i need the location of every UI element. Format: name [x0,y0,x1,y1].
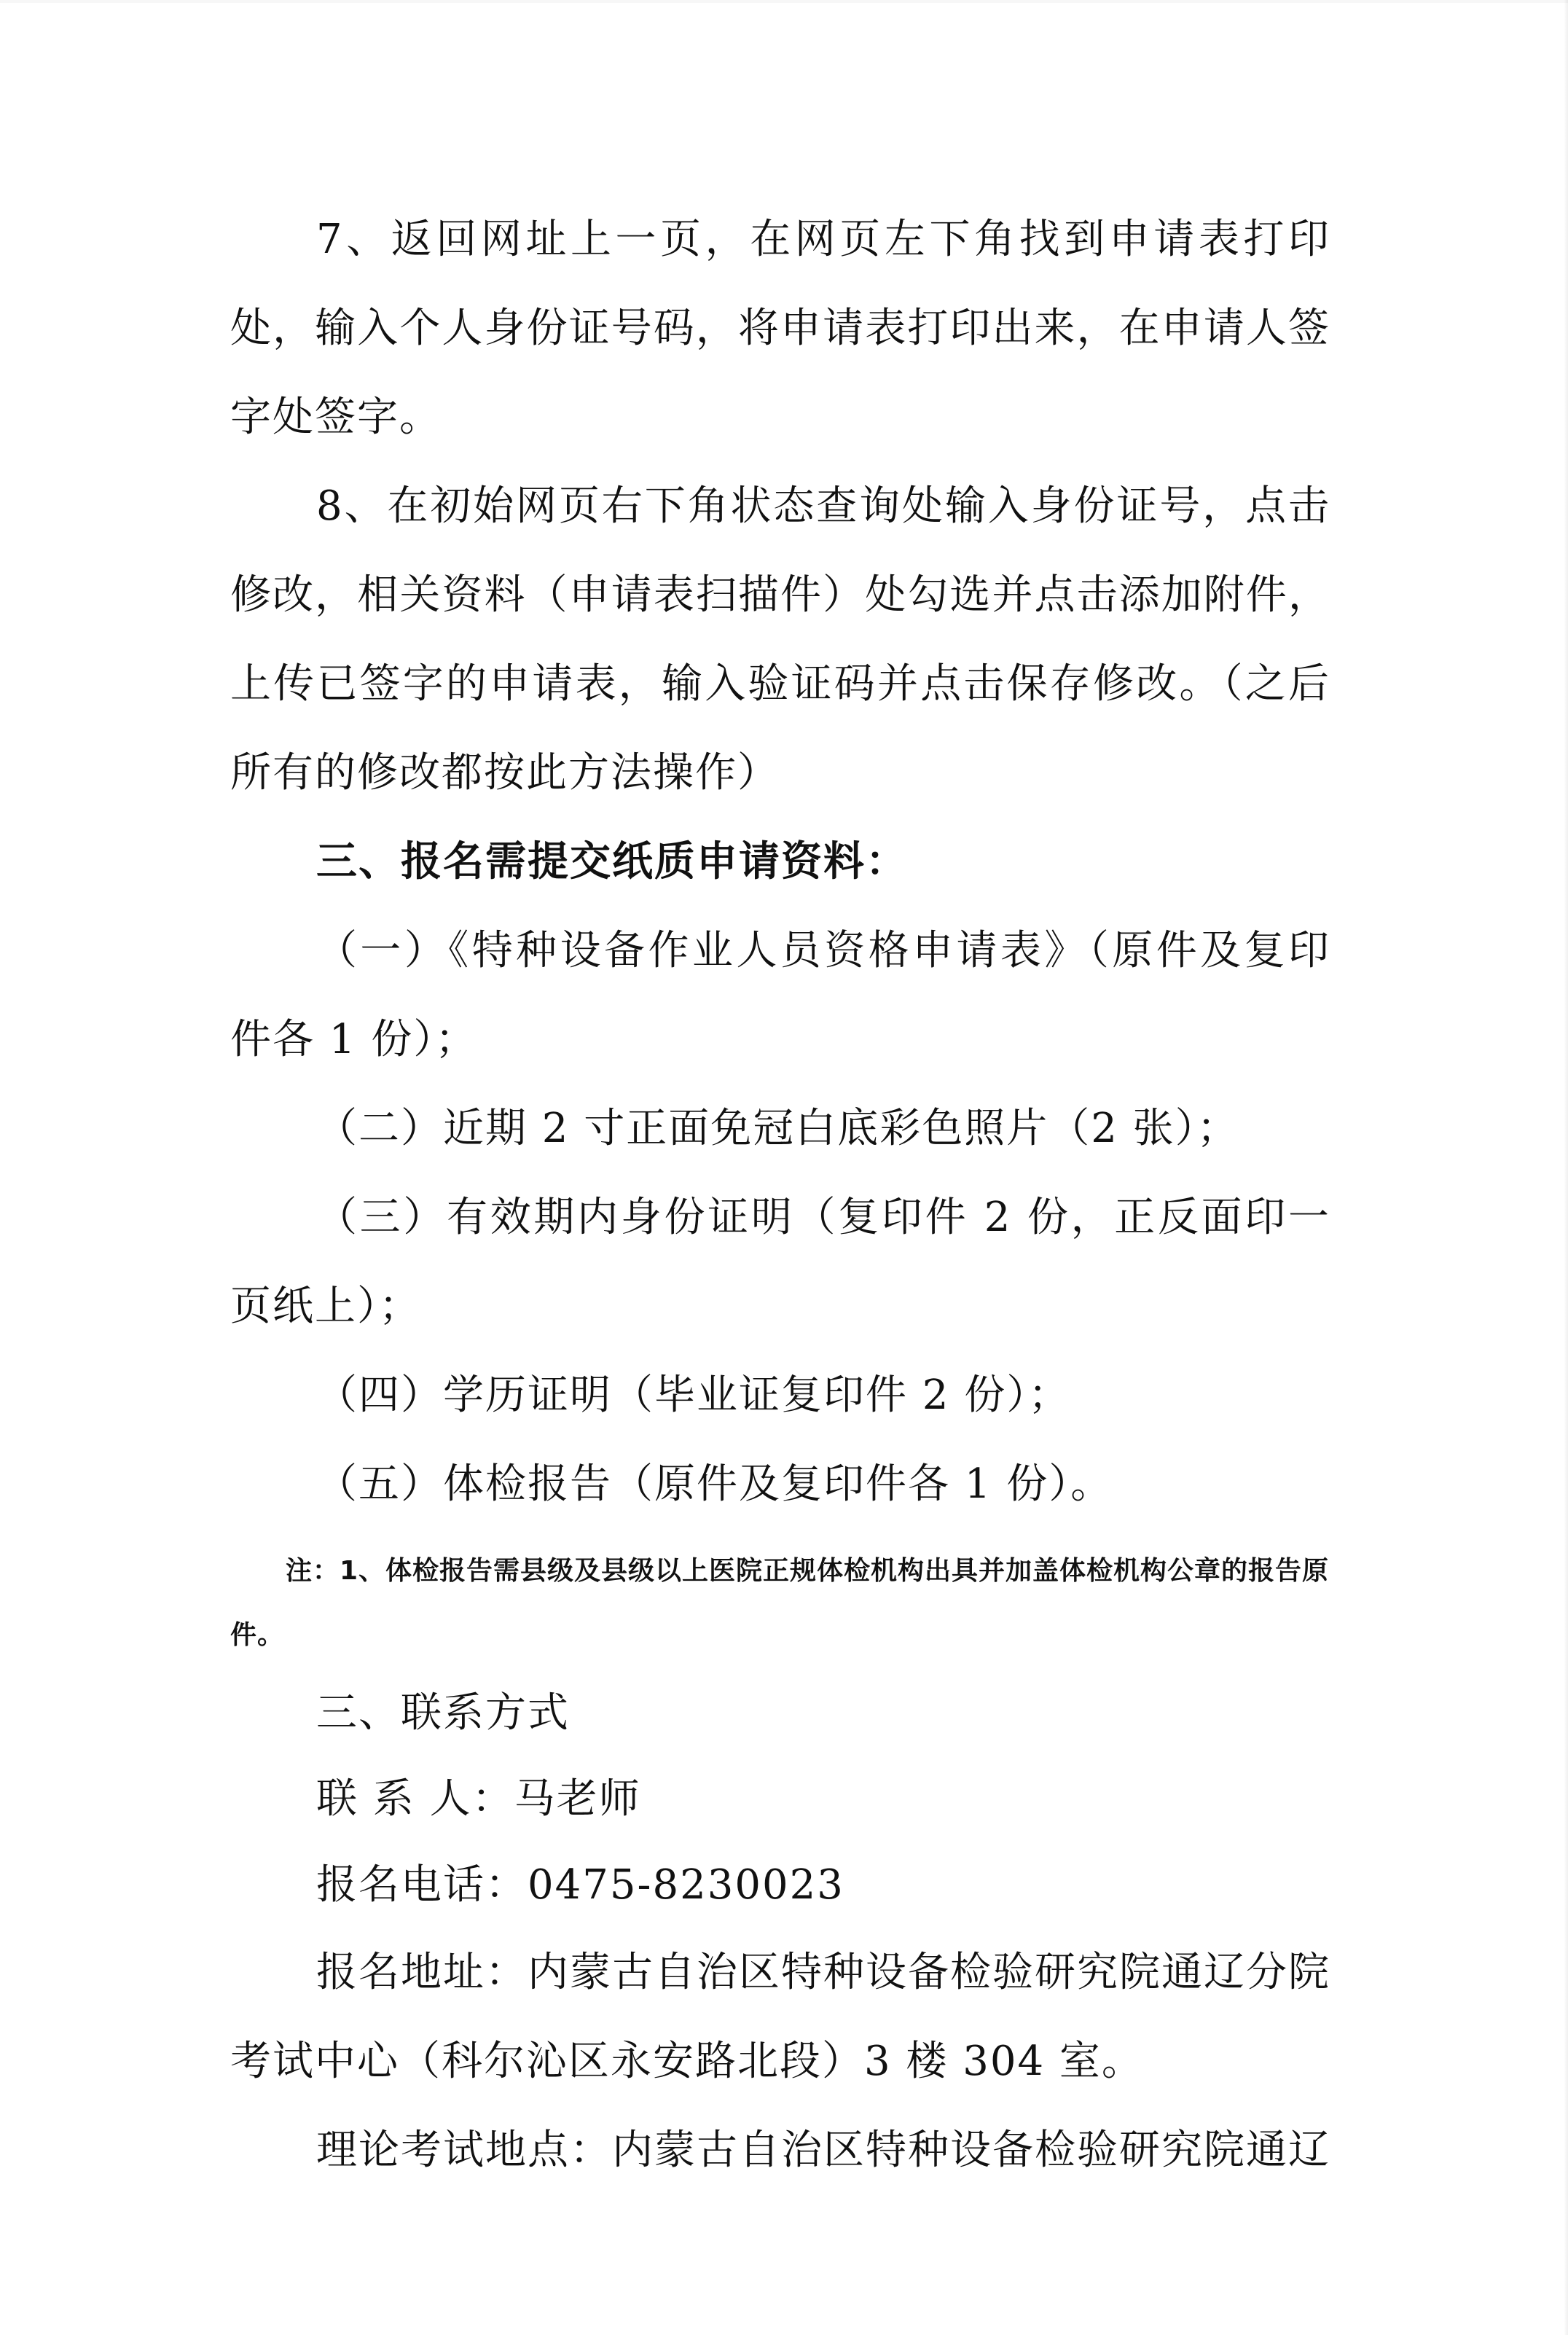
document-body [230,195,1330,2195]
contact-phone-value: 0475-8230023 [528,1861,844,1909]
material-item-2: （二）近期 2 寸正面免冠白底彩色照片（2 张）； [316,1105,1239,1152]
step-7-paragraph: 7、返回网址上一页，在网页左下角找到申请表打印处，输入个人身份证号码，将申请表打印出来，在申请人签字处签字。 [230,216,1330,441]
contact-address-label: 报名地址： [316,1949,528,1996]
contact-phone-line [230,1842,1330,1928]
contact-address-value: 内蒙古自治区特种设备检验研究院通辽分院考试中心（科尔沁区永安路北段）3 楼 304 室。 [230,1949,1330,2085]
contact-person-line [230,1756,1330,1842]
section-3-heading: 三、报名需提交纸质申请资料： [316,838,908,885]
contact-person-value: 马老师 [514,1775,641,1823]
material-item-5: （五）体检报告（原件及复印件各 1 份）。 [316,1460,1113,1508]
material-item-3: （三）有效期内身份证明（复印件 2 份，正反面印一页纸上）； [230,1194,1330,1330]
scan-edge-top [0,0,1568,3]
contact-address-line [230,1928,1330,2106]
scan-edge-right [1564,0,1568,2335]
material-item-4: （四）学历证明（毕业证复印件 2 份）； [316,1372,1071,1419]
contact-section-heading: 三、联系方式 [316,1689,570,1737]
material-item-1: （一）《特种设备作业人员资格申请表》（原件及复印件各 1 份）； [230,927,1330,1063]
step-8-paragraph: 8、在初始网页右下角状态查询处输入身份证号，点击修改，相关资料（申请表扫描件）处勾选并点击添加附件，上传已签字的申请表，输入验证码并点击保存修改。（之后所有的修改都按此方法操作） [230,482,1330,797]
contact-person-label: 联 系 人： [316,1775,514,1823]
exam-location-value: 内蒙古自治区特种设备检验研究院通辽 [612,2127,1330,2174]
exam-location-line [230,2106,1330,2195]
exam-location-label: 理论考试地点： [316,2127,612,2174]
contact-phone-label: 报名电话： [316,1861,528,1909]
medical-report-note: 注：1、体检报告需县级及县级以上医院正规体检机构出具并加盖体检机构公章的报告原件。 [230,1556,1330,1650]
